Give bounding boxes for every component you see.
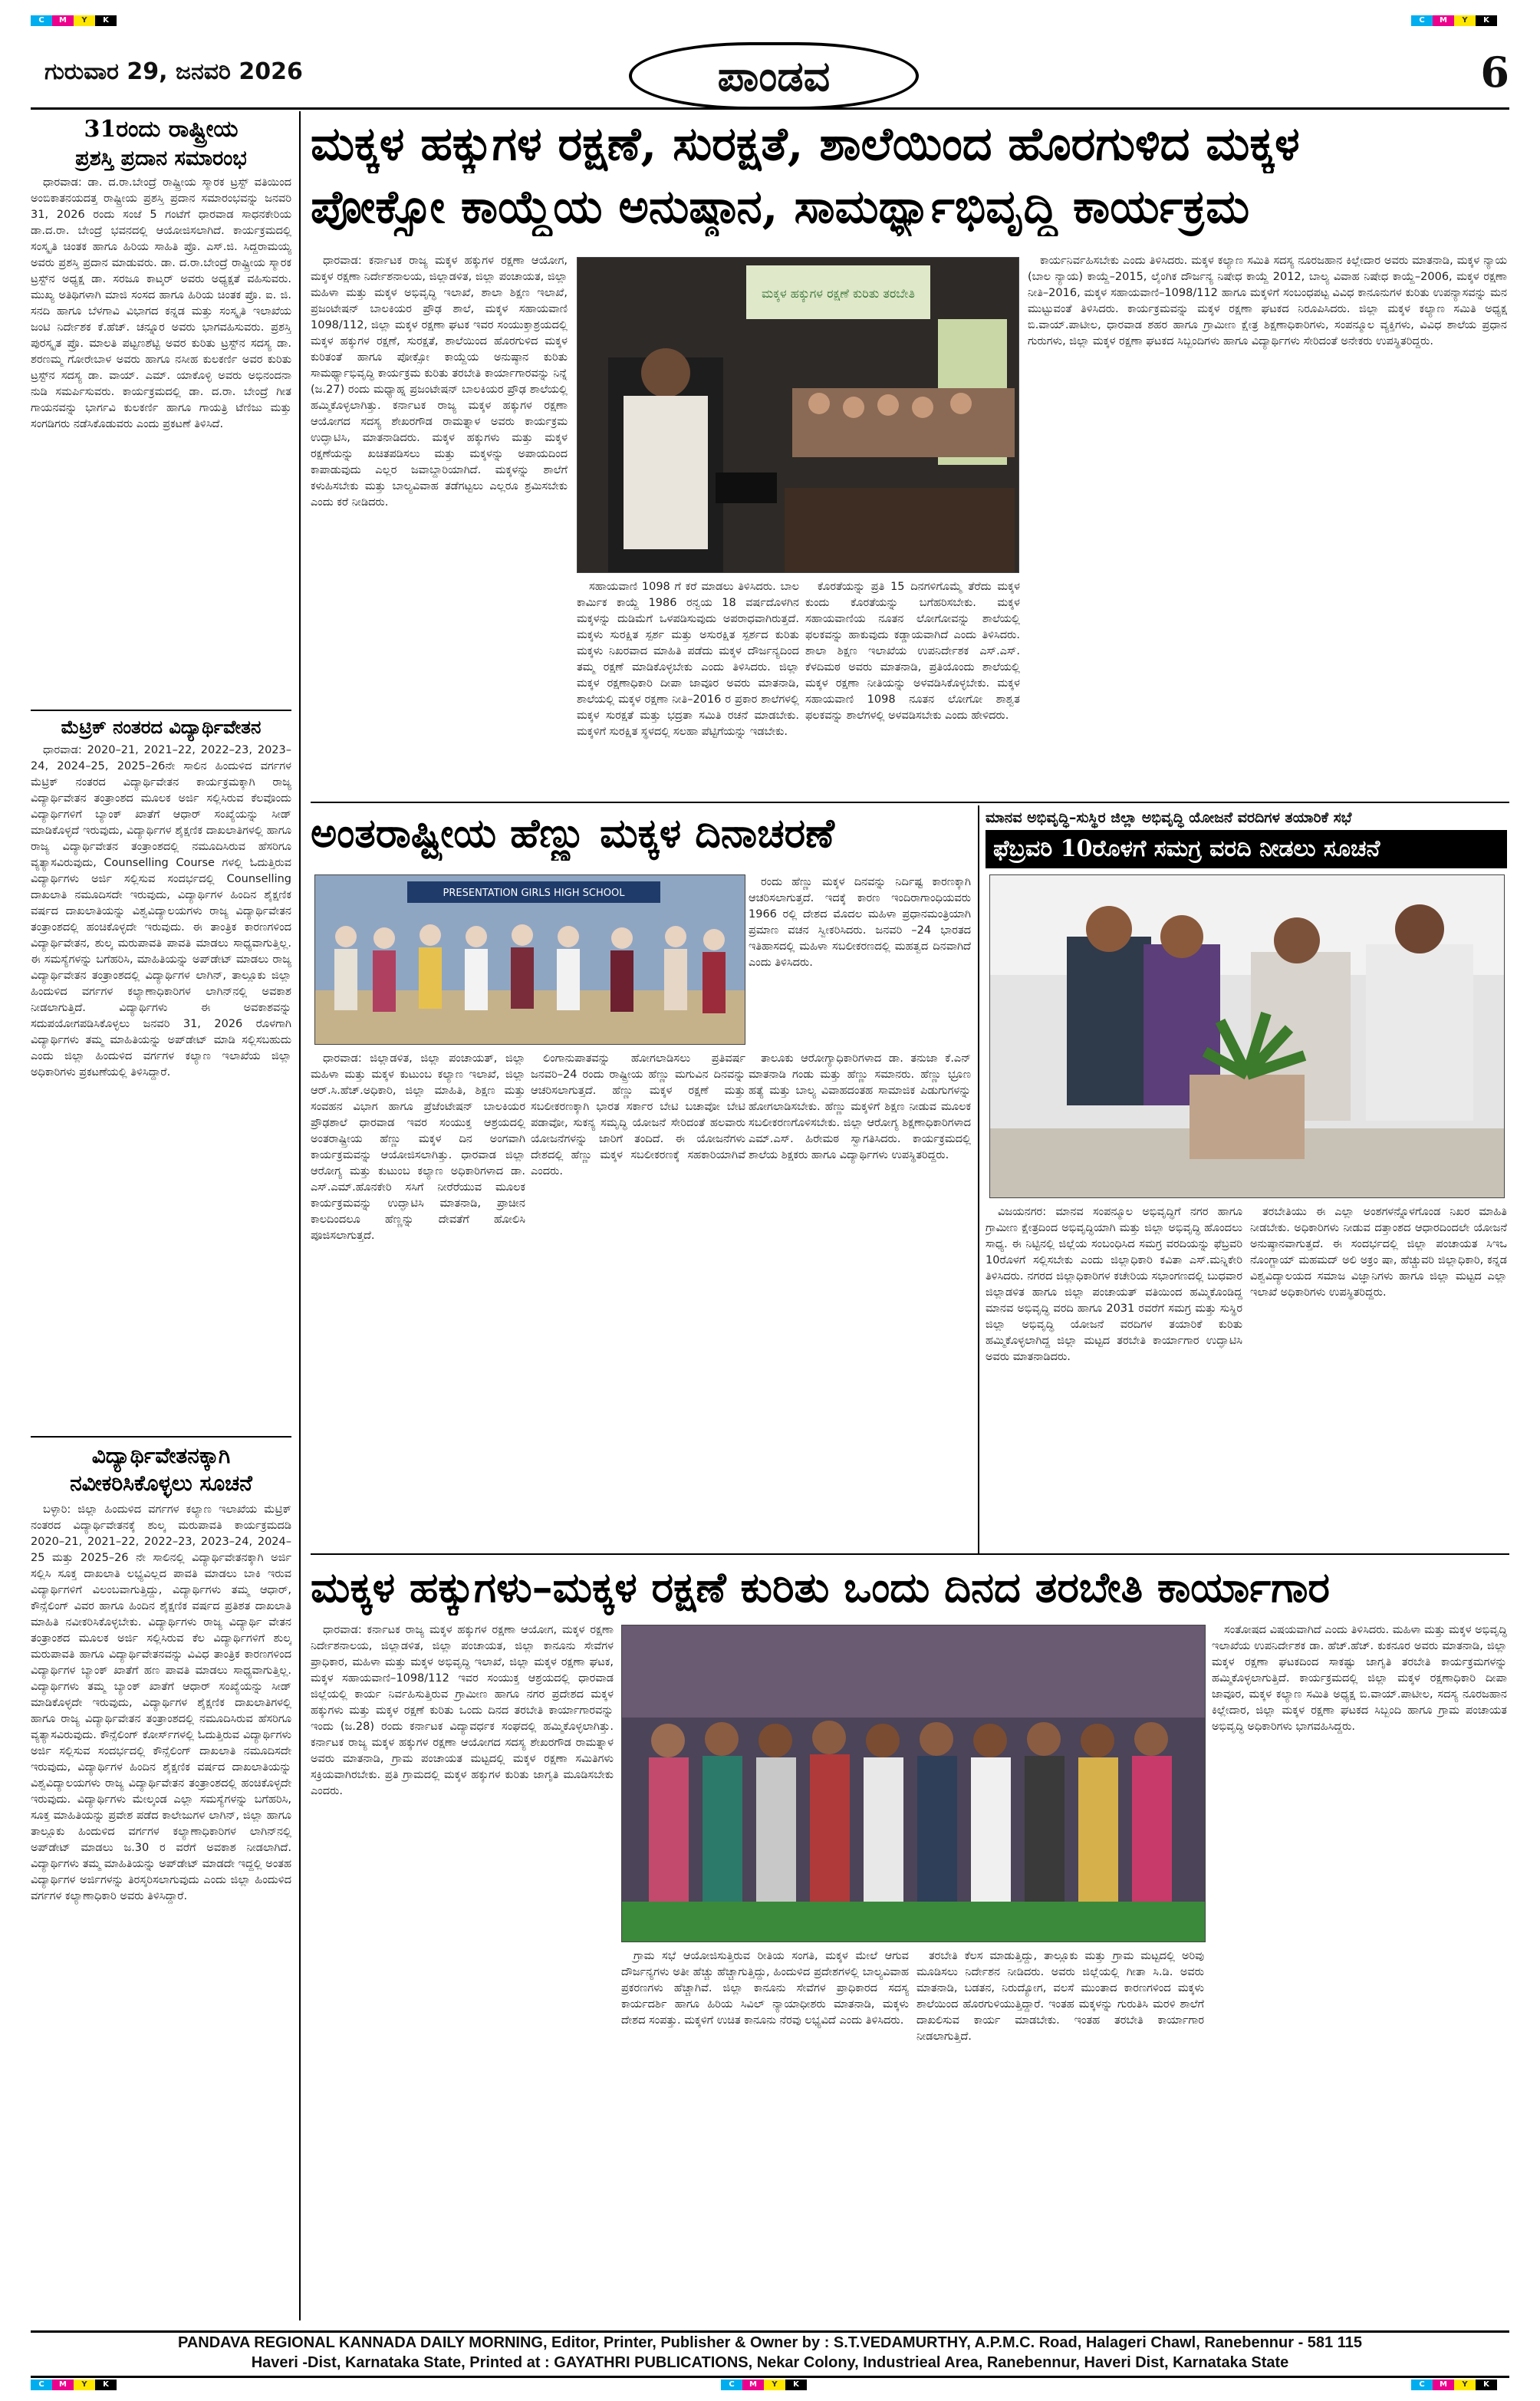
imprint-footer	[31, 2330, 1509, 2378]
cmyk-cyan: C	[31, 2380, 52, 2390]
sidebar-rule	[31, 710, 291, 711]
article-text: ಕೊರತೆಯನ್ನು ಪ್ರತಿ 15 ದಿನಗಳಿಗೊಮ್ಮೆ ತೆರೆದು ಮಕ್ಕಳ ಕುಂದು ಕೊರತೆಯನ್ನು ಬಗೆಹರಿಸಬೇಕು. ಮಕ್ಕಳ ಸಹಾಯವಾಣಿಯ ನೂತನ ಲೋಗೋವನ್ನು ಶಾಲೆಯಲ್ಲಿ ಫಲಕವನ್ನು ಹಾಕುವುದು ಕಡ್ಡಾಯವಾಗಿದೆ ಎಂದು ತಿಳಿಸಿದರು. ಶಾಲಾ ಶಿಕ್ಷಣ ಇಲಾಖೆಯ ಉಪನಿರ್ದೇಶಕ ಎಸ್.ಎಸ್. ಕೆಳದಿಮಠ ಅವರು ಮಾತನಾಡಿ, ಪ್ರತಿಯೊಂದು ಶಾಲೆಯಲ್ಲಿ ಮಕ್ಕಳ ರಕ್ಷಣಾ ನೀತಿಯನ್ನು ಅಳವಡಿಸಿಕೊಳ್ಳಬೇಕು. ಮಕ್ಕಳ ಸಹಾಯವಾಣಿ 1098 ನೂತನ ಲೋಗೋ ಶಾಶ್ವತ ಫಲಕವನ್ನು ಶಾಲೆಗಳಲ್ಲಿ ಅಳವಡಿಸಬೇಕು ಎಂದು ಹೇಳಿದರು.	[805, 581, 1020, 722]
lead-col-1	[311, 253, 568, 796]
workshop-photo-image	[622, 1625, 1205, 1942]
headline-line: ನವೀಕರಿಸಿಕೊಳ್ಳಲು ಸೂಚನೆ	[70, 1471, 252, 1496]
meeting-kicker: ಮಾನವ ಅಭಿವೃದ್ಧಿ–ಸುಸ್ಥಿರ ಜಿಲ್ಲಾ ಅಭಿವೃದ್ಧಿ ಯೋಜನೆ ವರದಿಗಳ ತಯಾರಿಕೆ ಸಭೆ	[986, 809, 1352, 826]
article-text: ಗ್ರಾಮ ಸಭೆ ಆಯೋಜಿಸುತ್ತಿರುವ ರೀತಿಯ ಸಂಗತಿ, ಮಕ್ಕಳ ಮೇಲೆ ಆಗುವ ದೌರ್ಜನ್ಯಗಳು ಅತೀ ಹೆಚ್ಚು ಹೆಚ್ಚಾಗುತ್ತಿದ್ದು, ಹಿಂದುಳಿದ ಪ್ರದೇಶಗಳಲ್ಲಿ ಬಾಲ್ಯವಿವಾಹ ಪ್ರಕರಣಗಳು ಹೆಚ್ಚಾಗಿವೆ. ಜಿಲ್ಲಾ ಕಾನೂನು ಸೇವೆಗಳ ಪ್ರಾಧಿಕಾರದ ಸದಸ್ಯ ಕಾರ್ಯದರ್ಶಿ ಹಾಗೂ ಹಿರಿಯ ಸಿವಿಲ್ ನ್ಯಾಯಾಧೀಶರು ಮಾತನಾಡಿ, ಮಕ್ಕಳು ದೇಶದ ಸಂಪತ್ತು. ಮಕ್ಕಳಿಗೆ ಉಚಿತ ಕಾನೂನು ನೆರವು ಲಭ್ಯವಿದೆ ಎಂದು ತಿಳಿಸಿದರು.	[621, 1950, 909, 2027]
cmyk-magenta: M	[1433, 2380, 1454, 2390]
cmyk-cyan: C	[1411, 15, 1433, 26]
cmyk-magenta: M	[52, 15, 74, 26]
lead-col-3	[805, 579, 1020, 796]
lead-col-4	[1028, 253, 1507, 796]
cmyk-yellow: Y	[1454, 15, 1476, 26]
workshop-col-2	[621, 1948, 909, 2324]
meeting-col-1	[986, 1204, 1242, 1546]
sidebar-story3-body	[31, 1502, 291, 2324]
masthead: ಪಾಂಡವ	[629, 42, 919, 110]
cmyk-black: K	[1476, 2380, 1497, 2390]
article-text: ರಂದು ಹೆಣ್ಣು ಮಕ್ಕಳ ದಿನವನ್ನು ನಿರ್ದಿಷ್ಟ ಕಾರಣಕ್ಕಾಗಿ ಆಚರಿಸಲಾಗುತ್ತದೆ. ಇದಕ್ಕೆ ಕಾರಣ ಇಂದಿರಾಗಾಂಧಿಯವರು 1966 ರಲ್ಲಿ ದೇಶದ ಮೊದಲ ಮಹಿಳಾ ಪ್ರಧಾನಮಂತ್ರಿಯಾಗಿ ಪ್ರಮಾಣ ವಚನ ಸ್ವೀಕರಿಸಿದರು. ಜನವರಿ –24 ಭಾರತದ ಇತಿಹಾಸದಲ್ಲಿ ಮಹಿಳಾ ಸಬಲೀಕರಣದಲ್ಲಿ ಮಹತ್ವದ ದಿನವಾಗಿದೆ ಎಂದು ತಿಳಿಸಿದರು.	[749, 876, 971, 969]
cmyk-yellow: Y	[764, 2380, 785, 2390]
cmyk-black: K	[1476, 15, 1497, 26]
headline-line: ವಿದ್ಯಾರ್ಥಿವೇತನಕ್ಕಾಗಿ	[91, 1443, 231, 1468]
cmyk-strip-bottom-center	[721, 2380, 807, 2390]
issue-date: ಗುರುವಾರ 29, ಜನವರಿ 2026	[44, 58, 303, 85]
imprint-line-2: Haveri -Dist, Karnataka State, Printed at : GAYATHRI PUBLICATIONS, Nekar Colony, Industrieal Area, Ranebennur, Haveri Dist, Karnataka State	[251, 2354, 1289, 2371]
girls-day-col-top	[749, 874, 971, 1045]
cmyk-strip-top-left	[31, 15, 117, 26]
sidebar-story3-headline	[31, 1442, 291, 1497]
photo-banner-text: PRESENTATION GIRLS HIGH SCHOOL	[443, 888, 625, 899]
cmyk-magenta: M	[742, 2380, 764, 2390]
cmyk-black: K	[95, 15, 117, 26]
article-text: ಧಾರವಾಡ: ಜಿಲ್ಲಾಡಳಿತ, ಜಿಲ್ಲಾ ಪಂಚಾಯತ್, ಜಿಲ್ಲಾ ಮಹಿಳಾ ಮತ್ತು ಮಕ್ಕಳ ಕುಟುಂಬ ಕಲ್ಯಾಣ ಇಲಾಖೆ, ಜಿಲ್ಲಾ ಆರ್.ಸಿ.ಹೆಚ್.ಅಧಿಕಾರಿ, ಜಿಲ್ಲಾ ಮಾಹಿತಿ, ಶಿಕ್ಷಣ ಮತ್ತು ಸಂವಹನ ವಿಭಾಗ ಹಾಗೂ ಪ್ರೆಜೆಂಟೇಷನ್ ಬಾಲಕಿಯರ ಪ್ರೌಢಶಾಲೆ ಧಾರವಾಡ ಇವರ ಸಂಯುಕ್ತ ಆಶ್ರಯದಲ್ಲಿ ಅಂತರಾಷ್ಟ್ರೀಯ ಹೆಣ್ಣು ಮಕ್ಕಳ ದಿನ ಅಂಗವಾಗಿ ಕಾರ್ಯಕ್ರಮವನ್ನು ಆಯೋಜಿಸಲಾಗಿತ್ತು. ಧಾರವಾಡ ಜಿಲ್ಲಾ ಆರೋಗ್ಯ ಮತ್ತು ಕುಟುಂಬ ಕಲ್ಯಾಣ ಅಧಿಕಾರಿಗಳಾದ ಡಾ. ಎಸ್.ಎಮ್.ಹೊನಕೇರಿ ಸಸಿಗೆ ನೀರೆರೆಯುವ ಮೂಲಕ ಕಾರ್ಯಕ್ರಮವನ್ನು ಉದ್ಘಾಟಿಸಿ ಮಾತನಾಡಿ, ಪ್ರಾಚೀನ ಕಾಲದಿಂದಲೂ ಹೆಣ್ಣನ್ನು ದೇವತೆಗೆ ಹೋಲಿಸಿ ಪೂಜಿಸಲಾಗುತ್ತದೆ.	[311, 1052, 525, 1242]
cmyk-magenta: M	[1433, 15, 1454, 26]
cmyk-strip-top-right	[1411, 15, 1497, 26]
cmyk-yellow: Y	[1454, 2380, 1476, 2390]
article-text: ಧಾರವಾಡ: ಡಾ. ದ.ರಾ.ಬೇಂದ್ರೆ ರಾಷ್ಟ್ರೀಯ ಸ್ಮಾರಕ ಟ್ರಸ್ಟ್ ವತಿಯಿಂದ ಅಂಬಿಕಾತನಯದತ್ತ ರಾಷ್ಟ್ರೀಯ ಪ್ರಶಸ್ತಿ ಪ್ರದಾನ ಸಮಾರಂಭವನ್ನು ಜನವರಿ 31, 2026 ರಂದು ಸಂಜೆ 5 ಗಂಟೆಗೆ ಧಾರವಾಡ ಸಾಧನಕೇರಿಯ ಡಾ.ದ.ರಾ. ಬೇಂದ್ರೆ ಭವನದಲ್ಲಿ ಆಯೋಜಿಸಲಾಗಿದೆ. ಕಾರ್ಯಕ್ರಮದಲ್ಲಿ ಸಂಸ್ಕೃತಿ ಚಿಂತಕ ಹಾಗೂ ಹಿರಿಯ ಸಾಹಿತಿ ಪ್ರೊ. ಎಸ್.ಜಿ. ಸಿದ್ದರಾಮಯ್ಯ ಅವರು ಪ್ರಶಸ್ತಿ ಪ್ರದಾನ ಮಾಡುವರು. ಡಾ. ದ.ರಾ.ಬೇಂದ್ರೆ ರಾಷ್ಟ್ರೀಯ ಸ್ಮಾರಕ ಟ್ರಸ್ಟ್‌ನ ಅಧ್ಯಕ್ಷ ಡಾ. ಸರಜೂ ಕಾಟ್ಕರ್ ಅವರು ಅಧ್ಯಕ್ಷತೆ ವಹಿಸುವರು. ಮುಖ್ಯ ಅತಿಥಿಗಳಾಗಿ ಮಾಜಿ ಸಂಸದ ಹಾಗೂ ಹಿರಿಯ ಚಿಂತಕ ಪ್ರೊ. ಐ. ಜಿ. ಸನದಿ ಹಾಗೂ ಬೆಳಗಾವಿ ವಿಭಾಗದ ಕನ್ನಡ ಮತ್ತು ಸಂಸ್ಕೃತಿ ಇಲಾಖೆಯ ಜಂಟಿ ನಿರ್ದೇಶಕ ಕೆ.ಹೆಚ್. ಚನ್ನೂರ ಅವರು ಭಾಗವಹಿಸುವರು. ಪ್ರಶಸ್ತಿ ಪುರಸ್ಕೃತ ಪ್ರೊ. ಮಾಲತಿ ಪಟ್ಟಣಶೆಟ್ಟಿ ಅವರ ಕುರಿತು ಟ್ರಸ್ಟ್‌ನ ಸದಸ್ಯ ಡಾ. ಶರಣಮ್ಮ ಗೋರೇಬಾಳ ಅವರು ಹಾಗೂ ನಸೀಹ ಕುಲಕರ್ಣಿ ಅವರ ಕುರಿತು ಟ್ರಸ್ಟ್‌ನ ಸದಸ್ಯ ಡಾ. ವಾಯ್. ಎಮ್. ಯಾಕೊಳ್ಳಿ ಅವರು ಅಭಿನಂದನಾ ನುಡಿ ಸಮರ್ಪಿಸುವರು. ಕಾರ್ಯಕ್ರಮದಲ್ಲಿ ಡಾ. ದ.ರಾ. ಬೇಂದ್ರೆ ಗೀತ ಗಾಯನವನ್ನು ಭಾರ್ಗವಿ ಕುಲಕರ್ಣಿ ಹಾಗೂ ಗಾಯತ್ರಿ ಟೆಣಿಜು ಮತ್ತು ಸಂಗಡಿಗರು ನಡೆಸಿಕೊಡುವರು ಎಂದು ಪ್ರಕಟಣೆ ತಿಳಿಸಿದೆ.	[31, 176, 291, 430]
sidebar-story2-headline: ಮೆಟ್ರಿಕ್ ನಂತರದ ವಿದ್ಯಾರ್ಥಿವೇತನ	[61, 716, 262, 738]
headline-line: ಪ್ರಶಸ್ತಿ ಪ್ರದಾನ ಸಮಾರಂಭ	[75, 147, 247, 170]
column-divider	[978, 805, 979, 1553]
workshop-col-1	[311, 1622, 614, 2324]
workshop-col-4	[1212, 1622, 1507, 2324]
article-text: ಲಿಂಗಾನುಪಾತವನ್ನು ಹೋಗಲಾಡಿಸಲು ಪ್ರತಿವರ್ಷ ಜನವರಿ–24 ರಂದು ರಾಷ್ಟ್ರೀಯ ಹೆಣ್ಣು ಮಗುವಿನ ದಿನವನ್ನು ಆಚರಿಸಲಾಗುತ್ತದೆ. ಹೆಣ್ಣು ಮಕ್ಕಳ ರಕ್ಷಣೆ ಮತ್ತು ಸಬಲೀಕರಣಕ್ಕಾಗಿ ಭಾರತ ಸರ್ಕಾರ ಬೇಟಿ ಬಚಾವೋ ಬೇಟಿ ಪಡಾವೋ, ಸುಕನ್ಯ ಸಮೃದ್ಧಿ ಯೋಜನೆ ಸೇರಿದಂತೆ ಹಲವಾರು ಯೋಜನೆಗಳನ್ನು ಜಾರಿಗೆ ತಂದಿದೆ. ಈ ಯೋಜನೆಗಳು ದೇಶದಲ್ಲಿ ಹೆಣ್ಣು ಮಕ್ಕಳ ಸಬಲೀಕರಣಕ್ಕೆ ಸಹಕಾರಿಯಾಗಿವೆ ಎಂದರು.	[531, 1052, 745, 1177]
cmyk-strip-bottom-left	[31, 2380, 117, 2390]
girls-day-col-1	[311, 1051, 525, 1546]
section-rule	[311, 1553, 1509, 1555]
cmyk-yellow: Y	[74, 15, 95, 26]
cmyk-cyan: C	[721, 2380, 742, 2390]
girls-day-col-2	[531, 1051, 745, 1546]
photo-banner-text: ಮಕ್ಕಳ ಹಕ್ಕುಗಳ ರಕ್ಷಣೆ ಕುರಿತು ತರಬೇತಿ	[762, 286, 915, 301]
cmyk-cyan: C	[31, 15, 52, 26]
meeting-headline-bar	[986, 830, 1507, 868]
sidebar-story2-body	[31, 743, 291, 1431]
header-rule	[31, 107, 1509, 110]
lead-headline-line1: ಮಕ್ಕಳ ಹಕ್ಕುಗಳ ರಕ್ಷಣೆ, ಸುರಕ್ಷತೆ, ಶಾಲೆಯಿಂದ ಹೊರಗುಳಿದ ಮಕ್ಕಳ	[311, 117, 1300, 171]
girls-day-col-3	[749, 1051, 971, 1546]
lead-headline-line2: ಪೋಕ್ಸೋ ಕಾಯ್ದೆಯ ಅನುಷ್ಠಾನ, ಸಾಮರ್ಥ್ಯಾಭಿವೃದ್ಧಿ ಕಾರ್ಯಕ್ರಮ	[311, 180, 1250, 234]
article-text: ಬಳ್ಳಾರಿ: ಜಿಲ್ಲಾ ಹಿಂದುಳಿದ ವರ್ಗಗಳ ಕಲ್ಯಾಣ ಇಲಾಖೆಯ ಮೆಟ್ರಿಕ್ ನಂತರದ ವಿದ್ಯಾರ್ಥಿವೇತನಕ್ಕೆ ಶುಲ್ಕ ಮರುಪಾವತಿ ಕಾರ್ಯಕ್ರಮದಡಿ 2020–21, 2021–22, 2022–23, 2023–24, 2024–25 ಮತ್ತು 2025–26 ನೇ ಸಾಲಿನಲ್ಲಿ ವಿದ್ಯಾರ್ಥಿವೇತನಕ್ಕಾಗಿ ಅರ್ಜಿ ಸಲ್ಲಿಸಿ ಸೂಕ್ತ ದಾಖಲಾತಿ ಲಭ್ಯವಿಲ್ಲದ ಪಾವತಿ ಮಾಡಲು ಬಾಕಿ ಇರುವ ವಿದ್ಯಾರ್ಥಿಗಳಿಗೆ ವಿಲಂಬವಾಗುತ್ತಿದ್ದು, ವಿದ್ಯಾರ್ಥಿಗಳು ತಮ್ಮ ಆಧಾರ್, ಕೌನ್ಸೆಲಿಂಗ್ ವಿವರ ಹಾಗೂ ಹಿಂದಿನ ಶೈಕ್ಷಣಿಕ ವರ್ಷದ ಪ್ರತಿಶತ ದಾಖಲಾತಿ ಮಾಹಿತಿ ನವೀಕರಿಸಿಕೊಳ್ಳಬೇಕು. ವಿದ್ಯಾರ್ಥಿಗಳು ರಾಜ್ಯ ವಿದ್ಯಾರ್ಥಿ ವೇತನ ತಂತ್ರಾಂಶದ ಮೂಲಕ ಅರ್ಜಿ ಸಲ್ಲಿಸಿರುವ ಕೆಲ ವಿದ್ಯಾರ್ಥಿಗಳಿಗೆ ಶುಲ್ಕ ಮರುಪಾವತಿ ಹಾಗೂ ವಿದ್ಯಾರ್ಥಿವೇತನವನ್ನು ವಿವಿಧ ತಾಂತ್ರಿಕ ಕಾರಣಗಳಿಂದ ವಿದ್ಯಾರ್ಥಿಗಳ ಬ್ಯಾಂಕ್ ಖಾತೆಗೆ ಹಣ ಪಾವತಿ ಮಾಡಲು ಸಾಧ್ಯವಾಗುತ್ತಿಲ್ಲ. ವಿದ್ಯಾರ್ಥಿಗಳು ತಮ್ಮ ಬ್ಯಾಂಕ್ ಖಾತೆಗೆ ಆಧಾರ್ ಸಂಖ್ಯೆಯನ್ನು ಸೀಡ್ ಮಾಡಿಕೊಳ್ಳದೇ ಇರುವುದು, ವಿದ್ಯಾರ್ಥಿಗಳ ಶೈಕ್ಷಣಿಕ ದಾಖಲಾತಿಗಳಲ್ಲಿ ಹಾಗೂ ರಾಜ್ಯ ವಿದ್ಯಾರ್ಥಿವೇತನ ತಂತ್ರಾಂಶದಲ್ಲಿ ನಮೂದಿಸಿರುವ ಹೆಸರಿಗೂ ವ್ಯತ್ಯಾಸವಿರುವುದು. ಕೌನ್ಸೆಲಿಂಗ್ ಕೋರ್ಸ್‌ಗಳಲ್ಲಿ ಓದುತ್ತಿರುವ ವಿದ್ಯಾರ್ಥಿಗಳು ಅರ್ಜಿ ಸಲ್ಲಿಸುವ ಸಂದರ್ಭದಲ್ಲಿ ಕೌನ್ಸೆಲಿಂಗ್ ದಾಖಲಾತಿ ನಮೂದಿಸದೇ ಇರುವುದು, ವಿದ್ಯಾರ್ಥಿಗಳ ಹಿಂದಿನ ಶೈಕ್ಷಣಿಕ ವರ್ಷದ ದಾಖಲಾತಿಯನ್ನು ವಿಶ್ವವಿದ್ಯಾಲಯಗಳು ರಾಜ್ಯ ವಿದ್ಯಾರ್ಥಿವೇತನ ತಂತ್ರಾಂಶದಲ್ಲಿ ಹಂಚಿಕೊಳ್ಳದೇ ಇರುವುದು. ವಿದ್ಯಾರ್ಥಿಗಳು ಮೇಲ್ಕಂಡ ಎಲ್ಲಾ ಸಮಸ್ಯೆಗಳನ್ನು ಬಗೆಹರಿಸಿ, ಸೂಕ್ತ ಮಾಹಿತಿಯನ್ನು ಪ್ರವೇಶ ಪಡೆದ ಕಾಲೇಜುಗಳ ಲಾಗಿನ್, ಜಿಲ್ಲಾ ಹಾಗೂ ತಾಲ್ಲೂಕು ಹಿಂದುಳಿದ ವರ್ಗಗಳ ಕಲ್ಯಾಣಾಧಿಕಾರಿಗಳ ಲಾಗಿನ್‌ನಲ್ಲಿ ಅಪ್‌ಡೇಟ್ ಮಾಡಲು ಜ.30 ರ ವರೆಗೆ ಅವಕಾಶ ನೀಡಲಾಗಿದೆ. ವಿದ್ಯಾರ್ಥಿಗಳು ತಮ್ಮ ಮಾಹಿತಿಯನ್ನು ಅಪ್‌ಡೇಟ್ ಮಾಡದೇ ಇದ್ದಲ್ಲಿ ಅಂತಹ ವಿದ್ಯಾರ್ಥಿಗಳ ಅರ್ಜಿಗಳನ್ನು ತಿರಸ್ಕರಿಸಲಾಗುವುದು ಎಂದು ಜಿಲ್ಲಾ ಹಿಂದುಳಿದ ವರ್ಗಗಳ ಕಲ್ಯಾಣಾಧಿಕಾರಿ ಅವರು ತಿಳಿಸಿದ್ದಾರೆ.	[31, 1504, 291, 1902]
imprint-line-1: PANDAVA REGIONAL KANNADA DAILY MORNING, Editor, Printer, Publisher & Owner by : S.T.VEDAMURTHY, A.P.M.C. Road, Halageri Chawl, Ranebennur - 581 115	[178, 2334, 1362, 2351]
sidebar-story1-body	[31, 175, 291, 706]
lead-photo-image	[578, 258, 1018, 572]
article-text: ಸಹಾಯವಾಣಿ 1098 ಗೆ ಕರೆ ಮಾಡಲು ತಿಳಿಸಿದರು. ಬಾಲ ಕಾರ್ಮಿಕ ಕಾಯ್ದೆ 1986 ರನ್ವಯ 18 ವರ್ಷದೊಳಗಿನ ಮಕ್ಕಳನ್ನು ದುಡಿಮೆಗೆ ಒಳಪಡಿಸುವುದು ಅಪರಾಧವಾಗಿರುತ್ತದೆ. ಮಕ್ಕಳು ಸುರಕ್ಷಿತ ಸ್ಪರ್ಶ ಮತ್ತು ಅಸುರಕ್ಷಿತ ಸ್ಪರ್ಶದ ಕುರಿತು ಮಕ್ಕಳು ನಿಖರವಾದ ಮಾಹಿತಿ ಪಡೆದು ಮಕ್ಕಳ ದೌರ್ಜನ್ಯದಿಂದ ತಮ್ಮ ರಕ್ಷಣೆ ಮಾಡಿಕೊಳ್ಳಬೇಕು ಎಂದು ತಿಳಿಸಿದರು. ಜಿಲ್ಲಾ ಮಕ್ಕಳ ರಕ್ಷಣಾಧಿಕಾರಿ ದೀಪಾ ಜಾವೂರ ಅವರು ಮಾತನಾಡಿ, ಶಾಲೆಯಲ್ಲಿ ಮಕ್ಕಳ ರಕ್ಷಣಾ ನೀತಿ–2016 ರ ಪ್ರಕಾರ ಶಾಲೆಗಳಲ್ಲಿ ಮಕ್ಕಳ ಸುರಕ್ಷತೆ ಮತ್ತು ಭದ್ರತಾ ಸಮಿತಿ ರಚನೆ ಮಾಡಬೇಕು. ಮಕ್ಕಳಿಗೆ ಸುರಕ್ಷಿತ ಸ್ಥಳದಲ್ಲಿ ಸಲಹಾ ಪೆಟ್ಟಿಗೆಯನ್ನು ಇಡಬೇಕು.	[577, 581, 799, 738]
headline-line: 31ರಂದು ರಾಷ್ಟ್ರೀಯ	[84, 116, 239, 143]
sidebar-divider	[299, 111, 301, 2320]
cmyk-magenta: M	[52, 2380, 74, 2390]
workshop-photo	[621, 1625, 1206, 1942]
article-text: ವಿಜಯನಗರ: ಮಾನವ ಸಂಪನ್ಮೂಲ ಅಭಿವೃದ್ಧಿಗೆ ನಗರ ಹಾಗೂ ಗ್ರಾಮೀಣ ಕ್ಷೇತ್ರದಿಂದ ಅಭಿವೃದ್ಧಿಯಾಗಿ ಮತ್ತು ಜಿಲ್ಲಾ ಅಭಿವೃದ್ಧಿ ಹೊಂದಲು ಸಾಧ್ಯ. ಈ ನಿಟ್ಟಿನಲ್ಲಿ ಜಿಲ್ಲೆಯ ಸಂಬಂಧಿಸಿದ ಸಮಗ್ರ ವರದಿಯನ್ನು ಫೆಬ್ರವರಿ 10ರೊಳಗೆ ಸಲ್ಲಿಸಬೇಕು ಎಂದು ಜಿಲ್ಲಾಧಿಕಾರಿ ಕವಿತಾ ಎಸ್.ಮನ್ನಿಕೇರಿ ತಿಳಿಸಿದರು. ನಗರದ ಜಿಲ್ಲಾಧಿಕಾರಿಗಳ ಕಚೇರಿಯ ಸಭಾಂಗಣದಲ್ಲಿ ಬುಧವಾರ ಜಿಲ್ಲಾಡಳಿತ ಹಾಗೂ ಜಿಲ್ಲಾ ಪಂಚಾಯತ್ ವತಿಯಿಂದ ಹಮ್ಮಿಕೊಂಡಿದ್ದ ಮಾನವ ಅಭಿವೃದ್ಧಿ ವರದಿ ಹಾಗೂ 2031 ರವರೆಗೆ ಸಮಗ್ರ ಮತ್ತು ಸುಸ್ಥಿರ ಜಿಲ್ಲಾ ಅಭಿವೃದ್ಧಿ ಯೋಜನೆ ವರದಿಗಳ ತಯಾರಿಕೆ ಕುರಿತು ಹಮ್ಮಿಕೊಳ್ಳಲಾಗಿದ್ದ ಜಿಲ್ಲಾ ಮಟ್ಟದ ತರಬೇತಿ ಕಾರ್ಯಾಗಾರ ಉದ್ಘಾಟಿಸಿ ಅವರು ಮಾತನಾಡಿದರು.	[986, 1206, 1242, 1363]
sidebar-rule	[31, 1436, 291, 1438]
article-text: ಧಾರವಾಡ: ಕರ್ನಾಟಕ ರಾಜ್ಯ ಮಕ್ಕಳ ಹಕ್ಕುಗಳ ರಕ್ಷಣಾ ಆಯೋಗ, ಮಕ್ಕಳ ರಕ್ಷಣಾ ನಿರ್ದೇಶನಾಲಯ, ಜಿಲ್ಲಾಡಳಿತ, ಜಿಲ್ಲಾ ಪಂಚಾಯತ, ಜಿಲ್ಲಾ ಮಹಿಳಾ ಮತ್ತು ಮಕ್ಕಳ ಅಭಿವೃದ್ಧಿ ಇಲಾಖೆ, ಶಾಲಾ ಶಿಕ್ಷಣ ಇಲಾಖೆ, ಪ್ರಜಂಟೇಷನ್ ಬಾಲಕಿಯರ ಪ್ರೌಢ ಶಾಲೆ, ಮಕ್ಕಳ ಸಹಾಯವಾಣಿ 1098/112, ಜಿಲ್ಲಾ ಮಕ್ಕಳ ರಕ್ಷಣಾ ಘಟಕ ಇವರ ಸಂಯುಕ್ತಾಶ್ರಯದಲ್ಲಿ ಮಕ್ಕಳ ಹಕ್ಕುಗಳ ರಕ್ಷಣೆ, ಸುರಕ್ಷತೆ, ಶಾಲೆಯಿಂದ ಹೊರಗುಳಿದ ಮಕ್ಕಳ ಕುರಿತಂತೆ ಹಾಗೂ ಪೋಕ್ಸೋ ಕಾಯ್ದೆಯ ಅನುಷ್ಠಾನ ಕುರಿತು ಸಾಮರ್ಥ್ಯಾಭಿವೃದ್ಧಿ ಕಾರ್ಯಕ್ರಮ ಕುರಿತು ತರಬೇತಿ ಕಾರ್ಯಾಗಾರವನ್ನು ನಿನ್ನೆ (ಜ.27) ರಂದು ಮಧ್ಯಾಹ್ನ ಪ್ರಜಂಟೇಷನ್ ಬಾಲಕಿಯರ ಪ್ರೌಢ ಶಾಲೆಯಲ್ಲಿ ಹಮ್ಮಿಕೊಳ್ಳಲಾಗಿತ್ತು. ಕರ್ನಾಟಕ ರಾಜ್ಯ ಮಕ್ಕಳ ಹಕ್ಕುಗಳ ರಕ್ಷಣಾ ಆಯೋಗದ ಸದಸ್ಯ ಶೇಖರಗೌಡ ರಾಮತ್ನಾಳ ಅವರು ಕಾರ್ಯಕ್ರಮ ಉದ್ಘಾಟಿಸಿ, ಮಾತನಾಡಿದರು. ಮಕ್ಕಳ ಹಕ್ಕುಗಳು ಮತ್ತು ಮಕ್ಕಳ ರಕ್ಷಣೆಯನ್ನು ಖಚಿತಪಡಿಸಲು ಮತ್ತು ಮಕ್ಕಳನ್ನು ಅಪಾಯದಿಂದ ಕಾಪಾಡುವುದು ಎಲ್ಲರ ಜವಾಬ್ದಾರಿಯಾಗಿದೆ. ಮಕ್ಕಳನ್ನು ಶಾಲೆಗೆ ಕಳುಹಿಸಬೇಕು ಮತ್ತು ಬಾಲ್ಯವಿವಾಹ ತಡೆಗಟ್ಟಲು ಎಲ್ಲರೂ ಶ್ರಮಿಸಬೇಕು ಎಂದು ಕರೆ ನೀಡಿದರು.	[311, 255, 568, 509]
girls-day-photo-image	[315, 875, 745, 1044]
section-rule	[311, 802, 1509, 803]
article-text: ಕಾರ್ಯನಿರ್ವಹಿಸಬೇಕು ಎಂದು ತಿಳಿಸಿದರು. ಮಕ್ಕಳ ಕಲ್ಯಾಣ ಸಮಿತಿ ಸದಸ್ಯ ನೂರಜಹಾನ ಕಿಲ್ಲೇದಾರ ಅವರು ಮಾತನಾಡಿ, ಮಕ್ಕಳ ನ್ಯಾಯ (ಬಾಲ ನ್ಯಾಯ) ಕಾಯ್ದೆ–2015, ಲೈಂಗಿಕ ದೌರ್ಜನ್ಯ ನಿಷೇಧ ಕಾಯ್ದೆ 2012, ಬಾಲ್ಯ ವಿವಾಹ ನಿಷೇಧ ಕಾಯ್ದೆ–2006, ಮಕ್ಕಳ ರಕ್ಷಣಾ ನೀತಿ–2016, ಮಕ್ಕಳ ಸಹಾಯವಾಣಿ–1098/112 ಹಾಗೂ ಮಕ್ಕಳಿಗೆ ಸಂಬಂಧಪಟ್ಟ ವಿವಿಧ ಕಾನೂನುಗಳ ಕುರಿತು ಉಪನ್ಯಾಸವನ್ನು ಮನ ಮುಟ್ಟುವಂತೆ ತಿಳಿಸಿದರು. ಕಾರ್ಯಕ್ರಮವನ್ನು ಮಕ್ಕಳ ರಕ್ಷಣಾ ಘಟಕದ ನಿರೂಪಿಸಿದರು. ಜಿಲ್ಲಾ ಮಕ್ಕಳ ಕಲ್ಯಾಣ ಸಮಿತಿ ಅಧ್ಯಕ್ಷ ಬಿ.ವಾಯ್.ಪಾಟೀಲ, ಧಾರವಾಡ ಶಹರ ಹಾಗೂ ಗ್ರಾಮೀಣ ಕ್ಷೇತ್ರ ಶಿಕ್ಷಣಾಧಿಕಾರಿಗಳು, ಸಂಪನ್ಮೂಲ ವ್ಯಕ್ತಿಗಳು, ವಿವಿಧ ಶಾಲೆಯ ಪ್ರಧಾನ ಗುರುಗಳು, ಜಿಲ್ಲಾ ಮಕ್ಕಳ ರಕ್ಷಣಾ ಘಟಕದ ಸಿಬ್ಬಂದಿಗಳು ಹಾಗೂ ವಿದ್ಯಾರ್ಥಿಗಳು ಸೇರಿದಂತೆ ಅನೇಕರು ಉಪಸ್ಥಿತರಿದ್ದರು.	[1028, 255, 1507, 347]
article-text: ತಾಲೂಕು ಆರೋಗ್ಯಾಧಿಕಾರಿಗಳಾದ ಡಾ. ತನುಜಾ ಕೆ.ಎನ್ ಮಾತನಾಡಿ ಗಂಡು ಮತ್ತು ಹೆಣ್ಣು ಸಮಾನರು. ಹೆಣ್ಣು ಭ್ರೂಣ ಹತ್ಯೆ ಮತ್ತು ಬಾಲ್ಯ ವಿವಾಹದಂತಹ ಸಾಮಾಜಿಕ ಪಿಡುಗುಗಳನ್ನು ಹೋಗಲಾಡಿಸಬೇಕು. ಹೆಣ್ಣು ಮಕ್ಕಳಿಗೆ ಶಿಕ್ಷಣ ನೀಡುವ ಮೂಲಕ ಸಬಲೀಕರಣಗೊಳಿಸಬೇಕು. ಜಿಲ್ಲಾ ಆರೋಗ್ಯ ಶಿಕ್ಷಣಾಧಿಕಾರಿಗಳಾದ ಎಮ್.ಎಸ್. ಹಿರೇಮಠ ಸ್ವಾಗತಿಸಿದರು. ಕಾರ್ಯಕ್ರಮದಲ್ಲಿ ಶಾಲೆಯ ಶಿಕ್ಷಕರು ಹಾಗೂ ವಿದ್ಯಾರ್ಥಿಗಳು ಉಪಸ್ಥಿತರಿದ್ದರು.	[749, 1052, 971, 1161]
lead-col-2	[577, 579, 799, 796]
girls-day-headline: ಅಂತರಾಷ್ಟ್ರೀಯ ಹೆಣ್ಣು ಮಕ್ಕಳ ದಿನಾಚರಣೆ	[311, 810, 834, 857]
cmyk-black: K	[785, 2380, 807, 2390]
article-text: ಧಾರವಾಡ: ಕರ್ನಾಟಕ ರಾಜ್ಯ ಮಕ್ಕಳ ಹಕ್ಕುಗಳ ರಕ್ಷಣಾ ಆಯೋಗ, ಮಕ್ಕಳ ರಕ್ಷಣಾ ನಿರ್ದೇಶನಾಲಯ, ಜಿಲ್ಲಾಡಳಿತ, ಜಿಲ್ಲಾ ಪಂಚಾಯತ, ಜಿಲ್ಲಾ ಕಾನೂನು ಸೇವೆಗಳ ಪ್ರಾಧಿಕಾರ, ಮಹಿಳಾ ಮತ್ತು ಮಕ್ಕಳ ಅಭಿವೃದ್ಧಿ ಇಲಾಖೆ, ಜಿಲ್ಲಾ ಮಕ್ಕಳ ರಕ್ಷಣಾ ಘಟಕ, ಮಕ್ಕಳ ಸಹಾಯವಾಣಿ–1098/112 ಇವರ ಸಂಯುಕ್ತ ಆಶ್ರಯದಲ್ಲಿ ಧಾರವಾಡ ಜಿಲ್ಲೆಯಲ್ಲಿ ಕಾರ್ಯ ನಿರ್ವಹಿಸುತ್ತಿರುವ ಗ್ರಾಮೀಣ ಹಾಗೂ ನಗರ ಪ್ರದೇಶದ ಮಕ್ಕಳ ಹಕ್ಕುಗಳು ಮತ್ತು ಮಕ್ಕಳ ರಕ್ಷಣೆ ಕುರಿತು ಒಂದು ದಿನದ ತರಬೇತಿ ಕಾರ್ಯಾಗಾರವನ್ನು ಇಂದು (ಜ.28) ರಂದು ಕರ್ನಾಟಕ ವಿದ್ಯಾವರ್ಧಕ ಸಂಘದಲ್ಲಿ ಹಮ್ಮಿಕೊಳ್ಳಲಾಗಿತ್ತು. ಕರ್ನಾಟಕ ರಾಜ್ಯ ಮಕ್ಕಳ ಹಕ್ಕುಗಳ ರಕ್ಷಣಾ ಆಯೋಗದ ಸದಸ್ಯ ಶೇಖರಗೌಡ ರಾಮತ್ನಾಳ ಅವರು ಮಾತನಾಡಿ, ಗ್ರಾಮ ಪಂಚಾಯತ ಮಟ್ಟದಲ್ಲಿ ಮಕ್ಕಳ ರಕ್ಷಣಾ ಸಮಿತಿಗಳು ಸಕ್ರಿಯವಾಗಿರಬೇಕು. ಪ್ರತಿ ಗ್ರಾಮದಲ್ಲಿ ಮಕ್ಕಳ ಹಕ್ಕುಗಳ ಕುರಿತು ಜಾಗೃತಿ ಮೂಡಿಸಬೇಕು ಎಂದರು.	[311, 1624, 614, 1797]
page-number: 6	[1480, 48, 1509, 97]
cmyk-cyan: C	[1411, 2380, 1433, 2390]
cmyk-yellow: Y	[74, 2380, 95, 2390]
sidebar-story1-headline	[31, 115, 291, 173]
meeting-headline: ಫೆಬ್ರವರಿ 10ರೊಳಗೆ ಸಮಗ್ರ ವರದಿ ನೀಡಲು ಸೂಚನೆ	[993, 835, 1380, 862]
workshop-headline: ಮಕ್ಕಳ ಹಕ್ಕುಗಳು–ಮಕ್ಕಳ ರಕ್ಷಣೆ ಕುರಿತು ಒಂದು ದಿನದ ತರಬೇತಿ ಕಾರ್ಯಾಗಾರ	[311, 1563, 1330, 1612]
article-text: ಧಾರವಾಡ: 2020–21, 2021–22, 2022–23, 2023–24, 2024–25, 2025–26ನೇ ಸಾಲಿನ ಹಿಂದುಳಿದ ವರ್ಗಗಳ ಮೆಟ್ರಿಕ್ ನಂತರದ ವಿದ್ಯಾರ್ಥಿವೇತನ ಕಾರ್ಯಕ್ರಮಕ್ಕಾಗಿ ರಾಜ್ಯ ವಿದ್ಯಾರ್ಥಿವೇತನ ತಂತ್ರಾಂಶದ ಮೂಲಕ ಅರ್ಜಿ ಸಲ್ಲಿಸಿರುವ ಕೆಲವೊಂದು ವಿದ್ಯಾರ್ಥಿಗಳಿಗೆ ಬ್ಯಾಂಕ್ ಖಾತೆಗೆ ಆಧಾರ್ ಸಂಖ್ಯೆಯನ್ನು ಸೀಡ್ ಮಾಡಿಕೊಳ್ಳದೆ ಇರುವುದು, ವಿದ್ಯಾರ್ಥಿಗಳ ಶೈಕ್ಷಣಿಕ ದಾಖಲಾತಿಗಳಲ್ಲಿ ಹಾಗೂ ರಾಜ್ಯ ವಿದ್ಯಾರ್ಥಿವೇತನ ತಂತ್ರಾಂಶದಲ್ಲಿ ನಮೂದಿಸಿರುವ ಹೆಸರಿಗೂ ವ್ಯತ್ಯಾಸವಿರುವುದು, Counselling Course ಗಳಲ್ಲಿ ಓದುತ್ತಿರುವ ವಿದ್ಯಾರ್ಥಿಗಳು ಅರ್ಜಿ ಸಲ್ಲಿಸುವ ಸಂದರ್ಭದಲ್ಲಿ Counselling ದಾಖಲಾತಿ ನಮೂದಿಸದೇ ಇರುವುದು, ವಿದ್ಯಾರ್ಥಿಗಳ ಹಿಂದಿನ ಶೈಕ್ಷಣಿಕ ವರ್ಷದ ದಾಖಲಾತಿಯನ್ನು ವಿಶ್ವವಿದ್ಯಾಲಯಗಳು ರಾಜ್ಯ ವಿದ್ಯಾರ್ಥಿವೇತನ ತಂತ್ರಾಂಶದಲ್ಲಿ ಹಂಚಿಕೊಳ್ಳದೇ ಇರುವುದು. ಈ ತಾಂತ್ರಿಕ ಕಾರಣಗಳಿಂದ ವಿದ್ಯಾರ್ಥಿವೇತನ, ಶುಲ್ಕ ಮರುಪಾವತಿ ಪಾವತಿ ಮಾಡಲು ಸಾಧ್ಯವಾಗುತ್ತಿಲ್ಲ. ಈ ಸಮಸ್ಯೆಗಳನ್ನು ಬಗೆಹರಿಸಿ, ಮಾಹಿತಿಯನ್ನು ಅಪ್‌ಡೇಟ್ ಮಾಡಲು ರಾಜ್ಯ ವಿದ್ಯಾರ್ಥಿವೇತನ ತಂತ್ರಾಂಶದಲ್ಲಿ ವಿದ್ಯಾರ್ಥಿಗಳ ಲಾಗಿನ್, ತಾಲ್ಲೂಕು ಜಿಲ್ಲಾ ಹಿಂದುಳಿದ ವರ್ಗಗಳ ಕಲ್ಯಾಣಾಧಿಕಾರಿಗಳ ಲಾಗಿನ್‌ನಲ್ಲಿ ಅವಕಾಶ ನೀಡಲಾಗುತ್ತಿದೆ. ವಿದ್ಯಾರ್ಥಿಗಳು ಈ ಅವಕಾಶವನ್ನು ಸದುಪಯೋಗಪಡಿಸಿಕೊಳ್ಳಲು ಜನವರಿ 31, 2026 ರೊಳಗಾಗಿ ವಿದ್ಯಾರ್ಥಿಗಳು ತಮ್ಮ ಮಾಹಿತಿಯನ್ನು ಅಪ್‌ಡೇಟ್ ಮಾಡಿ ಸಲ್ಲಿಸಬಹುದು ಎಂದು ಜಿಲ್ಲಾ ಹಿಂದುಳಿದ ವರ್ಗಗಳ ಕಲ್ಯಾಣ ಇಲಾಖೆಯ ಜಿಲ್ಲಾ ಅಧಿಕಾರಿಗಳು ಪ್ರಕಟಣೆಯಲ್ಲಿ ತಿಳಿಸಿದ್ದಾರೆ.	[31, 744, 291, 1079]
article-text: ತರಬೇತಿ ಕೆಲಸ ಮಾಡುತ್ತಿದ್ದು, ತಾಲ್ಲೂಕು ಮತ್ತು ಗ್ರಾಮ ಮಟ್ಟದಲ್ಲಿ ಅರಿವು ಮೂಡಿಸಲು ನಿರ್ದೇಶನ ನೀಡಿದರು. ಅವರು ಜಿಲ್ಲೆಯಲ್ಲಿ ಗೀತಾ ಸಿ.ಡಿ. ಅವರು ಮಾತನಾಡಿ, ಬಡತನ, ನಿರುದ್ಯೋಗ, ವಲಸೆ ಮುಂತಾದ ಕಾರಣಗಳಿಂದ ಮಕ್ಕಳು ಶಾಲೆಯಿಂದ ಹೊರಗುಳಿಯುತ್ತಿದ್ದಾರೆ. ಇಂತಹ ಮಕ್ಕಳನ್ನು ಗುರುತಿಸಿ ಮರಳಿ ಶಾಲೆಗೆ ದಾಖಲಿಸುವ ಕಾರ್ಯ ಮಾಡಬೇಕು. ಇಂತಹ ತರಬೇತಿ ಕಾರ್ಯಾಗಾರ ನೀಡಲಾಗುತ್ತಿದೆ.	[916, 1950, 1204, 2043]
cmyk-strip-bottom-right	[1411, 2380, 1497, 2390]
meeting-photo	[989, 874, 1505, 1198]
lead-photo	[577, 257, 1019, 573]
girls-day-photo	[314, 874, 745, 1045]
cmyk-black: K	[95, 2380, 117, 2390]
article-text: ಸಂತೋಷದ ವಿಷಯವಾಗಿದೆ ಎಂದು ತಿಳಿಸಿದರು. ಮಹಿಳಾ ಮತ್ತು ಮಕ್ಕಳ ಅಭಿವೃದ್ಧಿ ಇಲಾಖೆಯ ಉಪನಿರ್ದೇಶಕ ಡಾ. ಹೆಚ್.ಹೆಚ್. ಕುಕನೂರ ಅವರು ಮಾತನಾಡಿ, ಜಿಲ್ಲಾ ಮಕ್ಕಳ ರಕ್ಷಣಾ ಘಟಕದಿಂದ ಸಾಕಷ್ಟು ಜಾಗೃತಿ ತರಬೇತಿ ಕಾರ್ಯಕ್ರಮಗಳನ್ನು ಹಮ್ಮಿಕೊಳ್ಳಲಾಗುತ್ತಿದೆ. ಕಾರ್ಯಕ್ರಮದಲ್ಲಿ ಜಿಲ್ಲಾ ಮಕ್ಕಳ ರಕ್ಷಣಾಧಿಕಾರಿ ದೀಪಾ ಜಾವೂರ, ಮಕ್ಕಳ ಕಲ್ಯಾಣ ಸಮಿತಿ ಅಧ್ಯಕ್ಷ ಬಿ.ವಾಯ್.ಪಾಟೀಲ, ಸದಸ್ಯ ನೂರಜಹಾನ ಕಿಲ್ಲೇದಾರ, ಜಿಲ್ಲಾ ಮಕ್ಕಳ ರಕ್ಷಣಾ ಘಟಕದ ಸಿಬ್ಬಂದಿ ಹಾಗೂ ಗ್ರಾಮ ಪಂಚಾಯತ ಅಭಿವೃದ್ಧಿ ಅಧಿಕಾರಿಗಳು ಭಾಗವಹಿಸಿದ್ದರು.	[1212, 1624, 1507, 1733]
meeting-col-2	[1250, 1204, 1507, 1546]
meeting-photo-image	[990, 875, 1504, 1197]
workshop-col-3	[916, 1948, 1204, 2324]
article-text: ತರಬೇತಿಯು ಈ ಎಲ್ಲಾ ಅಂಶಗಳನ್ನೊಳಗೊಂಡ ನಿಖರ ಮಾಹಿತಿ ನೀಡಬೇಕು. ಅಧಿಕಾರಿಗಳು ನೀಡುವ ದತ್ತಾಂಶದ ಆಧಾರದಿಂದಲೇ ಯೋಜನೆ ಅನುಷ್ಠಾನವಾಗುತ್ತದೆ. ಈ ಸಂದರ್ಭದಲ್ಲಿ ಜಿಲ್ಲಾ ಪಂಚಾಯತ ಸಿಇಒ ನೊಂಗ್ಜಾಯ್ ಮಹಮದ್ ಅಲಿ ಅಕ್ರಂ ಷಾ, ಹೆಚ್ಚುವರಿ ಜಿಲ್ಲಾಧಿಕಾರಿ, ಕನ್ನಡ ವಿಶ್ವವಿದ್ಯಾಲಯದ ಸಮಾಜ ವಿಜ್ಞಾನಿಗಳು ಹಾಗೂ ಜಿಲ್ಲಾ ಮಟ್ಟದ ಎಲ್ಲಾ ಇಲಾಖೆ ಅಧಿಕಾರಿಗಳು ಉಪಸ್ಥಿತರಿದ್ದರು.	[1250, 1206, 1507, 1299]
